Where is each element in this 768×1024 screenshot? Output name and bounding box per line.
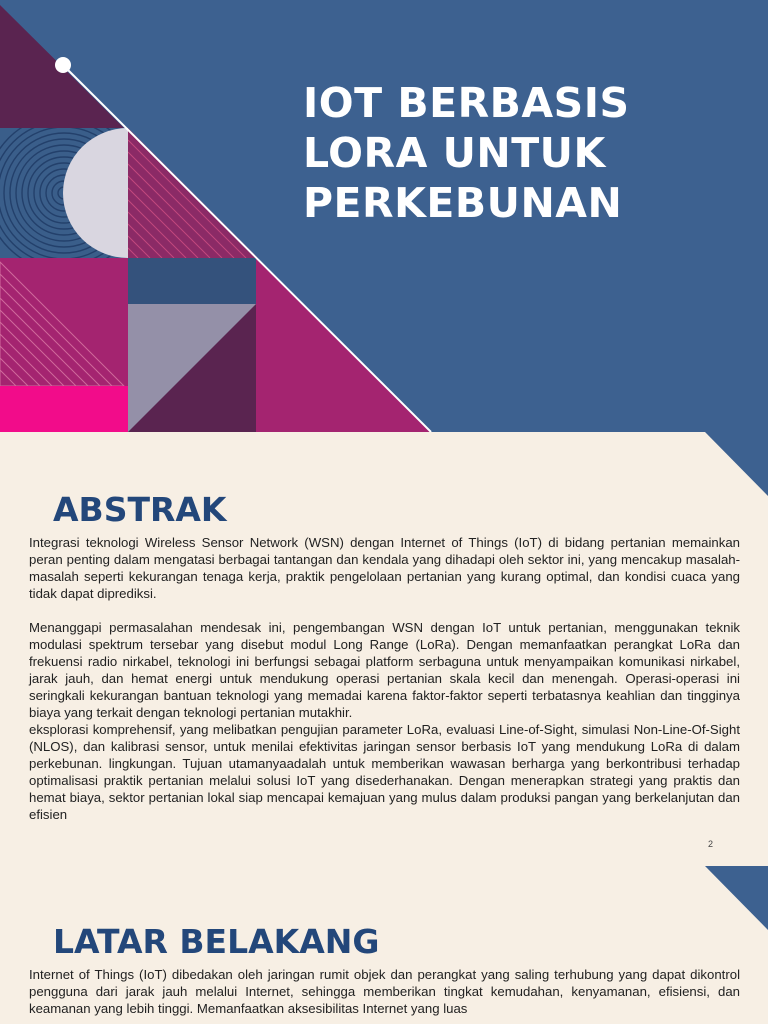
presentation-title	[303, 78, 629, 228]
abstract-paragraph: eksplorasi komprehensif, yang melibatkan pengujian parameter LoRa, evaluasi Line-of-Sight, simulasi Non-Line-Of-Sight (NLOS), dan kalibrasi sensor, untuk menilai efektivitas jaringan sensor berbasis IoT yang mendukung LoRa di dalam perkebunan. lingkungan. Tujuan utamanyaadalah untuk memberikan wawasan berharga yang berkontribusi terhadap optimalisasi praktik pertanian melalui solusi IoT yang disederhanakan. Dengan menerapkan strategi yang praktis dan hemat biaya, sektor pertanian lokal siap mencapai kemajuan yang mulus dalam produksi pangan yang berkelanjutan dan efisien	[29, 722, 740, 822]
background-slide	[0, 866, 768, 1024]
title-line: LORA UNTUK	[303, 129, 606, 177]
abstract-paragraph: Integrasi teknologi Wireless Sensor Network (WSN) dengan Internet of Things (IoT) di bidang pertanian memainkan peran penting dalam mengatasi berbagai tantangan dan kendala yang dihadapi oleh sektor ini, yang mencakup masalah-masalah seperti kekurangan tenaga kerja, praktik pengelolaan pertanian yang kurang optimal, dan kondisi cuaca yang tidak dapat diprediksi.	[29, 535, 740, 601]
white-dot	[55, 57, 71, 73]
abstract-slide	[0, 432, 768, 864]
abstract-body	[29, 534, 740, 823]
background-body	[29, 966, 740, 1017]
title-slide	[0, 0, 768, 432]
background-paragraph: Internet of Things (IoT) dibedakan oleh jaringan rumit objek dan perangkat yang saling terhubung yang dapat dikontrol pengguna dari jarak jauh melalui Internet, sehingga memberikan tingkat kemudahan, kenyamanan, efisiensi, dan keamanan yang lebih tinggi. Memanfaatkan aksesibilitas Internet yang luas	[29, 967, 740, 1016]
title-line: IOT BERBASIS	[303, 79, 630, 127]
abstract-heading: ABSTRAK	[53, 490, 227, 529]
title-line: PERKEBUNAN	[303, 179, 623, 227]
page-number: 2	[708, 839, 714, 849]
abstract-paragraph: Menanggapi permasalahan mendesak ini, pengembangan WSN dengan IoT untuk pertanian, menggunakan teknik modulasi spektrum tersebar yang disebut modul Long Range (LoRa). Dengan memanfaatkan perangkat LoRa dan frekuensi radio nirkabel, teknologi ini berfungsi sebagai platform serbaguna untuk menyampaikan komunikasi nirkabel, jarak jauh, dan hemat energi untuk mendukung operasi pertanian skala kecil dan menengah. Operasi-operasi ini seringkali kekurangan bantuan teknologi yang memadai karena faktor-faktor seperti terbatasnya keahlian dan tingginya biaya yang terkait dengan teknologi pertanian mutakhir.	[29, 620, 740, 720]
background-heading: LATAR BELAKANG	[53, 922, 380, 961]
